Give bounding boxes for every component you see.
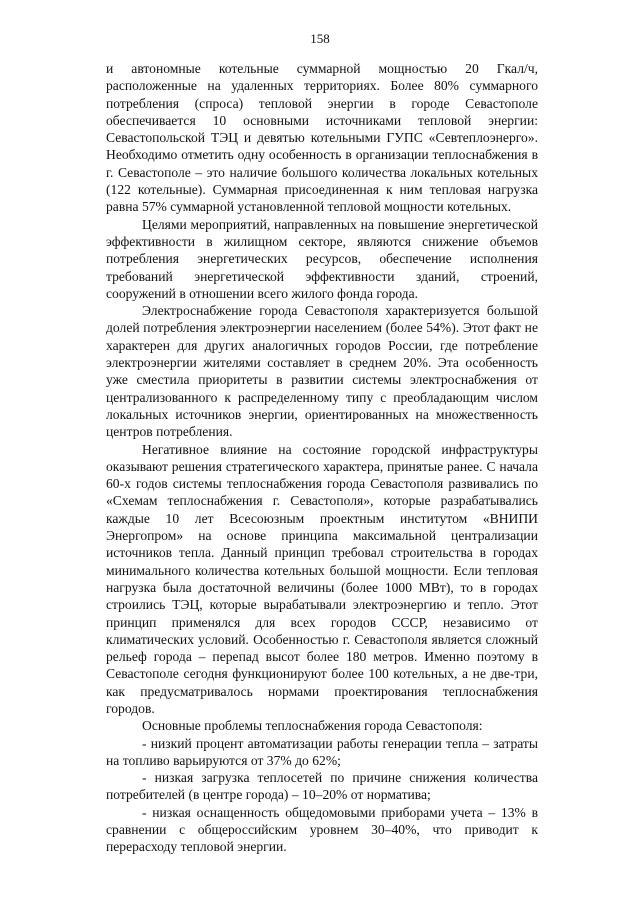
- paragraph-infrastructure-impact: Негативное влияние на состояние городской инфраструктуры оказывают решения стратегического характера, принятые ранее. С начала 60-х годов системы теплоснабжения города Севастополя развивались по «Схемам теплоснабжения г. Севастополя», которые разрабатывались каждые 10 лет Всесоюзным проектным институтом «ВНИПИ Энергопром» на основе принципа максимальной централизации источников тепла. Данный принцип требовал строительства в городах минимального количества котельных большой мощности. Если тепловая нагрузка была достаточной величины (более 1000 МВт), то в городах строились ТЭЦ, которые вырабатывали электроэнергию и тепло. Этот принцип применялся для всех городов СССР, независимо от климатических условий. Особенностью г. Севастополя является сложный рельеф города – перепад высот более 180 метров. Именно поэтому в Севастополе сегодня функционируют более 100 котельных, а не две-три, как предусматривалось нормами проектирования теплоснабжения городов.: [106, 441, 538, 716]
- list-item-automation: - низкий процент автоматизации работы генерации тепла – затраты на топливо варьируются от 37% до 62%;: [106, 735, 538, 768]
- document-body: [106, 60, 538, 856]
- paragraph-problems-heading: Основные проблемы теплоснабжения города Севастополя:: [142, 718, 483, 734]
- paragraph-energy-efficiency-goals: Целями мероприятий, направленных на повышение энергетической эффективности в жилищном секторе, являются снижение объемов потребления энергетических ресурсов, обеспечение исполнения требований энергетической эффективности зданий, строений, сооружений в отношении всего жилого фонда города.: [106, 216, 538, 301]
- paragraph-continuation: и автономные котельные суммарной мощностью 20 Гкал/ч, расположенные на удаленных территориях. Более 80% суммарного потребления (спроса) тепловой энергии в городе Севастополе обеспечивается 10 основными источниками тепловой энергии: Севастопольской ТЭЦ и девятью котельными ГУПС «Севтеплоэнерго». Необходимо отметить одну особенность в организации теплоснабжения в г. Севастополе – это наличие большого количества локальных котельных (122 котельные). Суммарная присоединенная к ним тепловая нагрузка равна 57% суммарной установленной тепловой мощности котельных.: [106, 61, 538, 215]
- list-item-network-load: - низкая загрузка теплосетей по причине снижения количества потребителей (в центре города) – 10–20% от норматива;: [106, 770, 538, 803]
- list-item-metering: - низкая оснащенность общедомовыми приборами учета – 13% в сравнении с общероссийским уровнем 30–40%, что приводит к перерасходу тепловой энергии.: [106, 804, 538, 855]
- paragraph-power-supply: Электроснабжение города Севастополя характеризуется большой долей потребления электроэнергии населением (более 54%). Этот факт не характерен для других аналогичных городов России, где потребление электроэнергии жителями составляет в среднем 20%. Эта особенность уже сместила приоритеты в развитии системы электроснабжения от централизованного к распределенному типу с преобладающим числом локальных источников энергии, ориентированных на множественность центров потребления.: [106, 303, 538, 440]
- page-number: 158: [310, 31, 330, 46]
